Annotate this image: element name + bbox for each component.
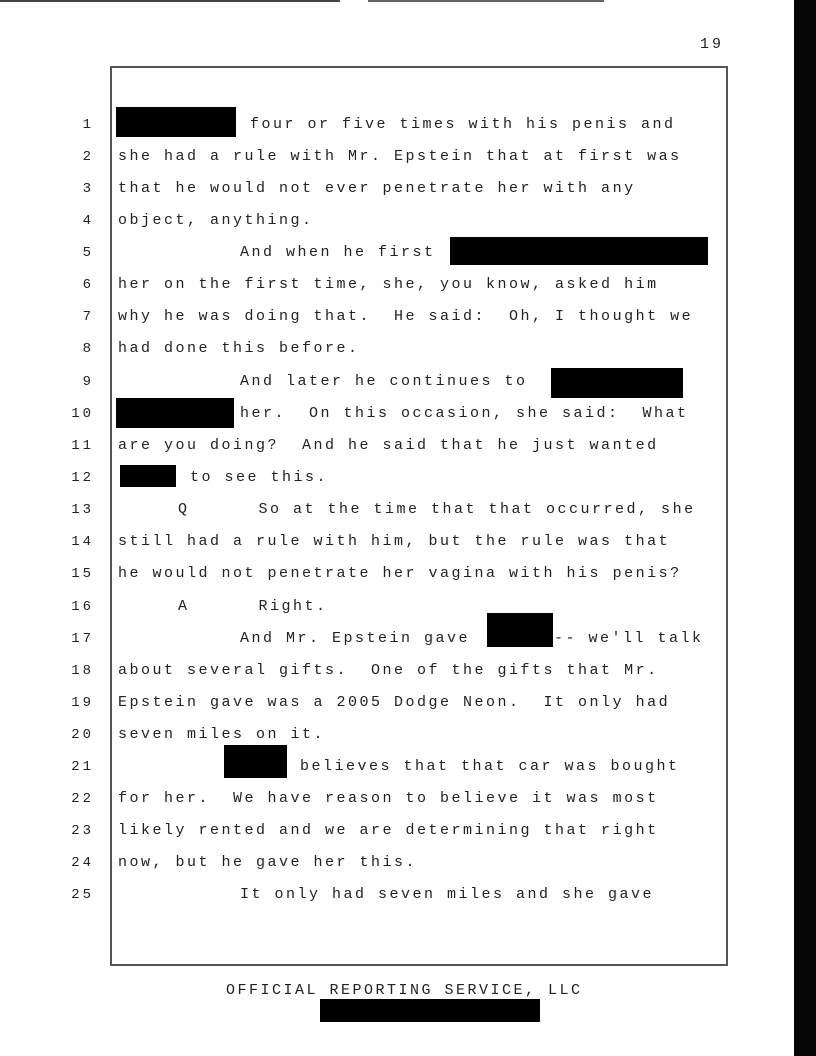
page-number: 19 [700,36,725,53]
line-number: 8 [82,341,94,357]
transcript-line [0,851,790,875]
redaction-box [116,398,234,428]
line-text: to see this. [190,469,329,486]
transcript-line [0,241,790,265]
redaction-box [120,465,176,487]
top-rule [368,0,604,2]
line-text: likely rented and we are determining that right [118,822,659,839]
line-number: 23 [71,823,94,839]
line-text: now, but he gave her this. [118,854,418,871]
line-number: 25 [71,887,94,903]
transcript-line [0,337,790,361]
transcript-line [0,627,790,651]
reporting-service-footer: OFFICIAL REPORTING SERVICE, LLC [226,982,583,999]
line-text: It only had seven miles and she gave [240,886,655,903]
line-text: believes that that car was bought [300,758,680,775]
line-text: object, anything. [118,212,314,229]
redaction-box [224,745,287,778]
transcript-line [0,787,790,811]
transcript-line [0,562,790,586]
line-number: 18 [71,663,94,679]
transcript-line [0,434,790,458]
line-text: four or five times with his penis and [250,116,676,133]
line-number: 19 [71,695,94,711]
line-text: are you doing? And he said that he just wanted [118,437,659,454]
line-number: 24 [71,855,94,871]
transcript-line [0,691,790,715]
line-text: A Right. [178,598,328,615]
line-number: 20 [71,727,94,743]
transcript-line [0,755,790,779]
line-text: he would not penetrate her vagina with his penis? [118,565,682,582]
transcript-line [0,498,790,522]
line-text: she had a rule with Mr. Epstein that at first was [118,148,682,165]
transcript-line [0,723,790,747]
redaction-box [116,107,236,137]
line-text: her on the first time, she, you know, asked him [118,276,659,293]
top-rule [0,0,340,2]
line-text: that he would not ever penetrate her with any [118,180,636,197]
line-number: 10 [71,406,94,422]
line-number: 16 [71,599,94,615]
line-number: 1 [82,117,94,133]
line-text: And when he first [240,244,436,261]
line-number: 11 [71,438,94,454]
transcript-line [0,883,790,907]
line-number: 22 [71,791,94,807]
transcript-line [0,145,790,169]
line-text: still had a rule with him, but the rule was that [118,533,671,550]
line-number: 6 [82,277,94,293]
frame-border-bottom [110,964,728,966]
transcript-line [0,305,790,329]
line-text: had done this before. [118,340,360,357]
line-number: 4 [82,213,94,229]
transcript-line [0,402,790,426]
line-text: And Mr. Epstein gave [240,630,471,647]
line-number: 9 [82,374,94,390]
transcript-line [0,370,790,394]
transcript-line [0,177,790,201]
line-number: 12 [71,470,94,486]
transcript-line [0,595,790,619]
line-text: seven miles on it. [118,726,326,743]
redaction-box [551,368,683,398]
line-text: And later he continues to [240,373,528,390]
line-text: about several gifts. One of the gifts that Mr. [118,662,659,679]
line-number: 17 [71,631,94,647]
line-number: 21 [71,759,94,775]
line-number: 7 [82,309,94,325]
line-number: 13 [71,502,94,518]
transcript-line [0,113,790,137]
transcript-line [0,466,790,490]
line-text: why he was doing that. He said: Oh, I thought we [118,308,694,325]
frame-border-top [110,66,728,68]
redaction-box [450,237,708,265]
line-text: Q So at the time that that occurred, she [178,501,696,518]
transcript-line [0,273,790,297]
line-number: 14 [71,534,94,550]
line-number: 15 [71,566,94,582]
scan-edge-strip [794,0,816,1056]
line-number: 3 [82,181,94,197]
line-text: Epstein gave was a 2005 Dodge Neon. It only had [118,694,671,711]
footer-redaction-box [320,999,540,1022]
transcript-line [0,530,790,554]
redaction-box [487,613,553,647]
transcript-line [0,819,790,843]
transcript-line [0,659,790,683]
transcript-line [0,209,790,233]
line-number: 5 [82,245,94,261]
line-text: her. On this occasion, she said: What [240,405,689,422]
line-number: 2 [82,149,94,165]
line-text: for her. We have reason to believe it was most [118,790,659,807]
line-text-continued: -- we'll talk [554,630,704,647]
